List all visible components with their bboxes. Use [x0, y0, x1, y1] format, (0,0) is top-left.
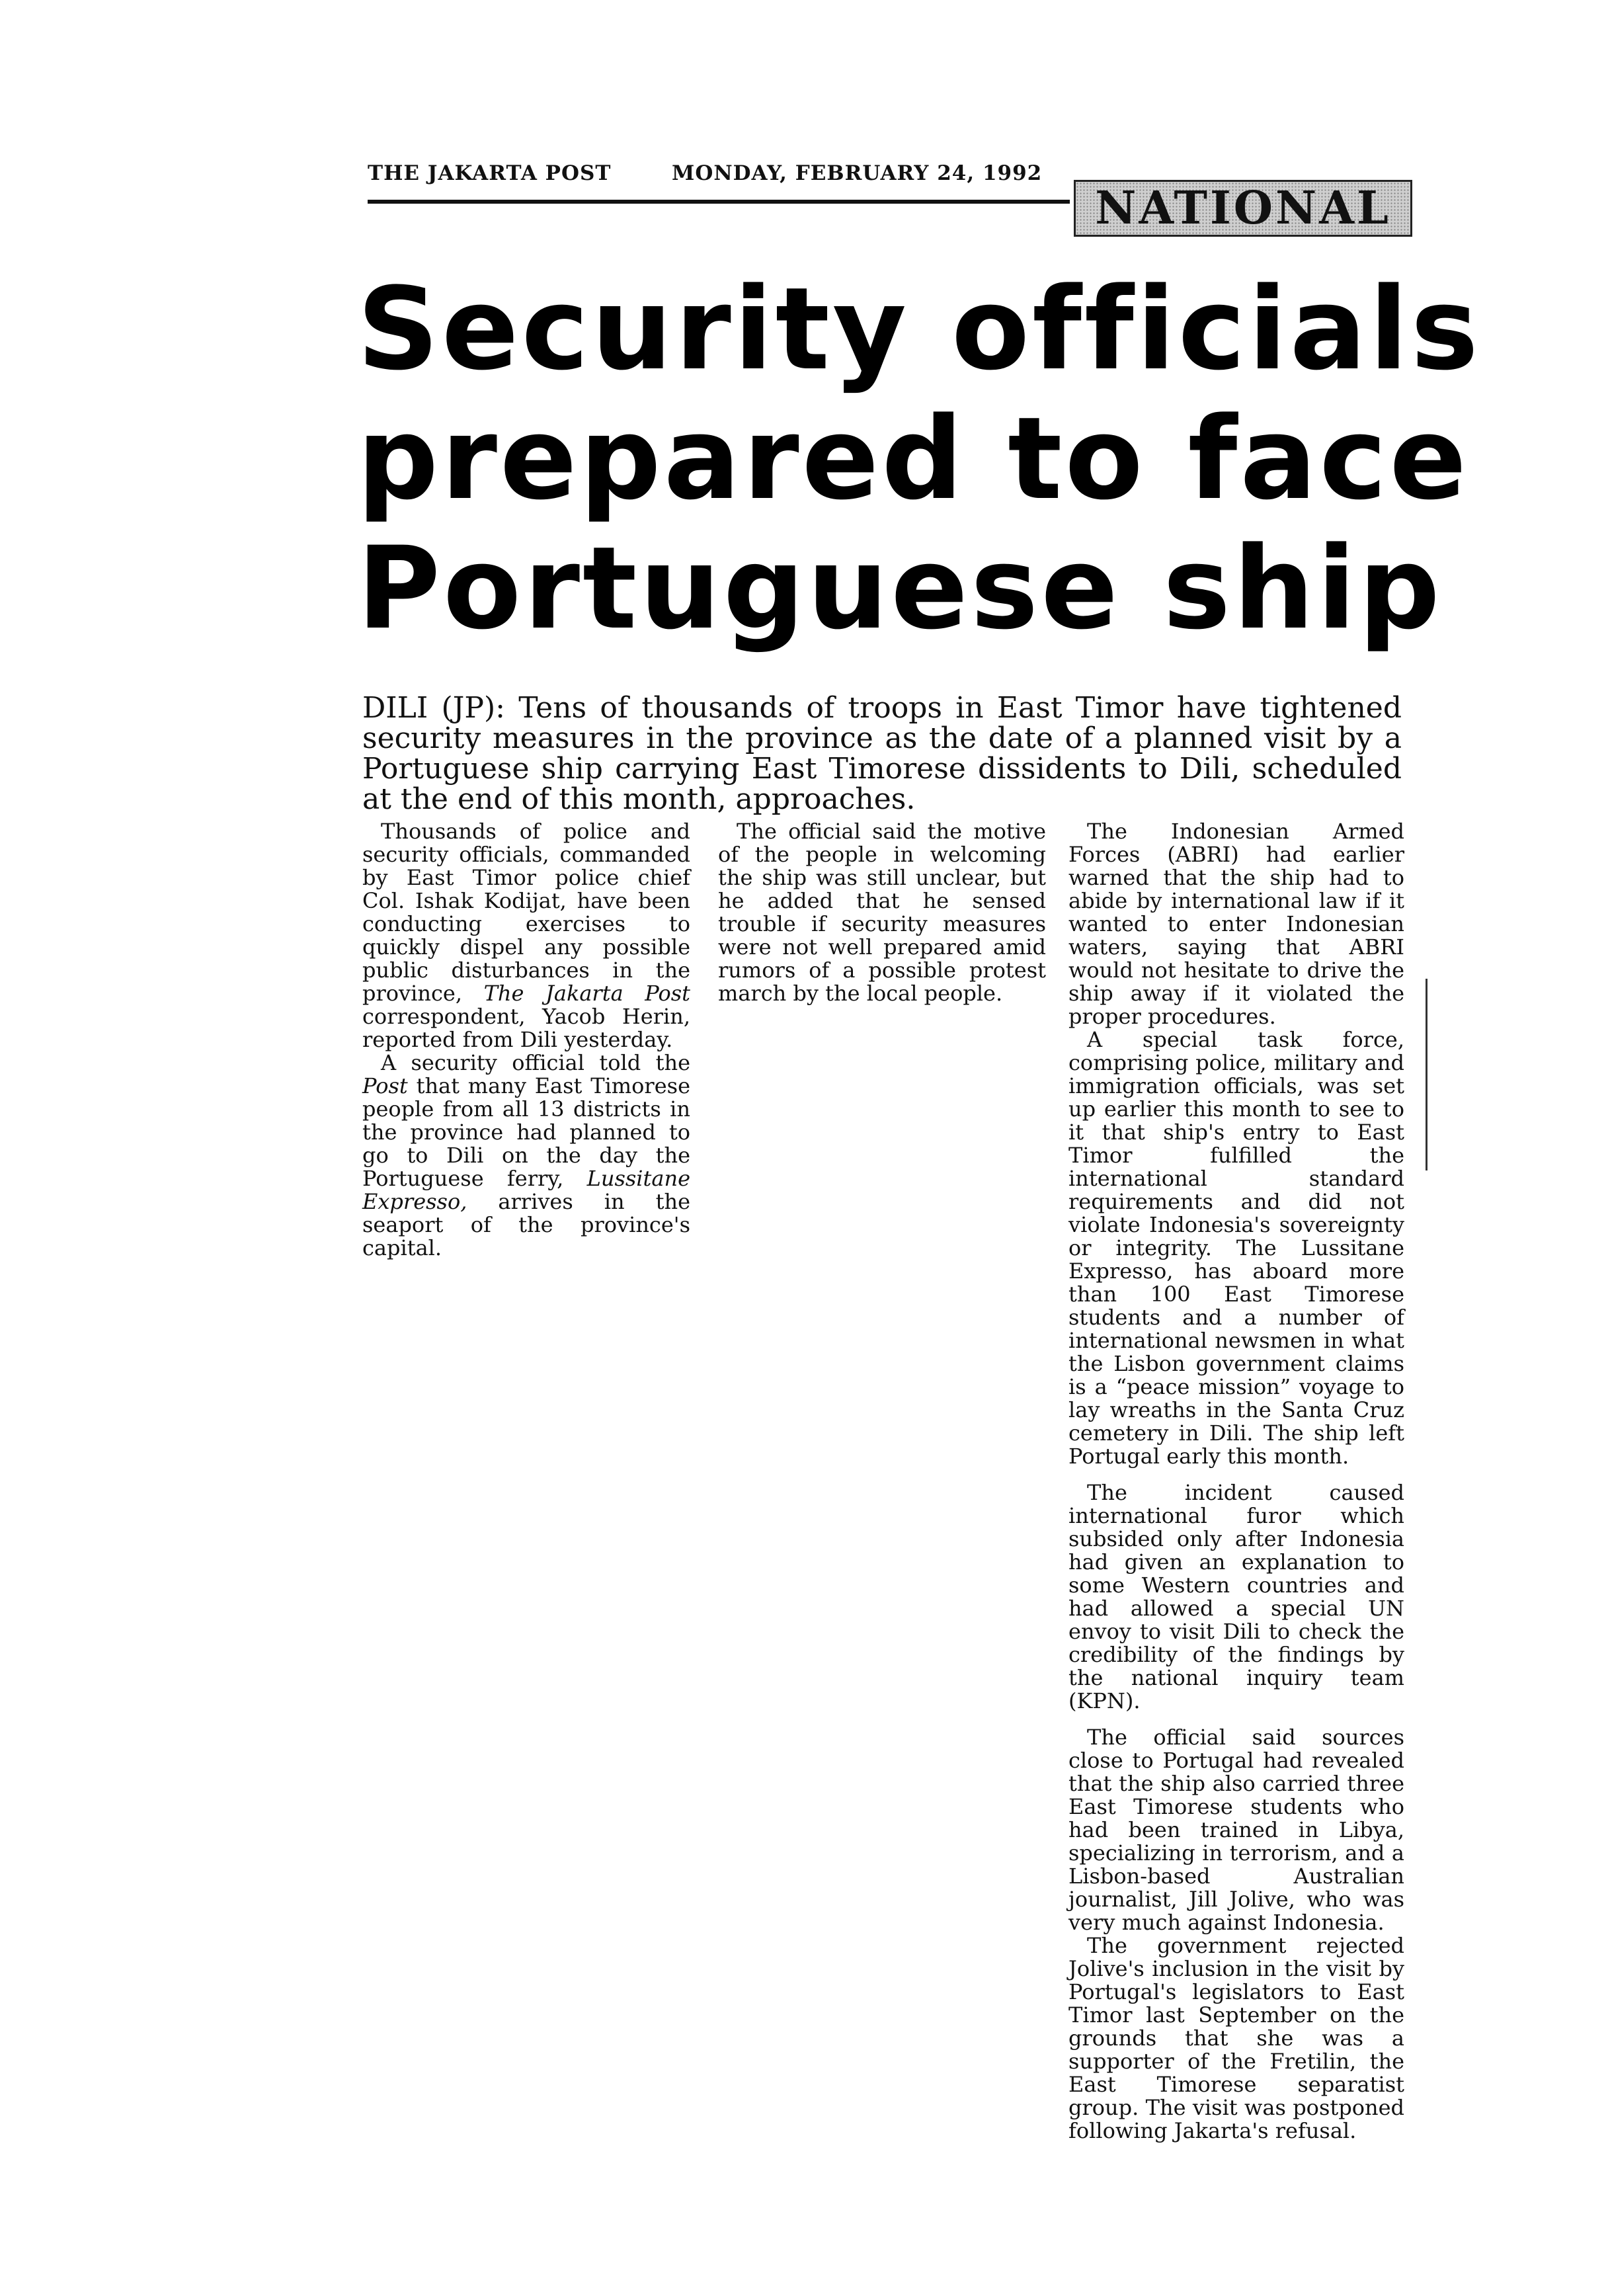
- article-column-1: [362, 820, 690, 1260]
- body-paragraph: Thousands of police and security officials, commanded by East Timor police chief Col. Ishak Kodijat, have been conducting exercises to quickly dispel any possible public disturbances in the province, The Jakarta Post correspondent, Yacob Herin, reported from Dili yesterday.: [362, 819, 691, 1052]
- masthead-rule: [368, 200, 1070, 204]
- body-paragraph: A security official told the Post that many East Timorese people from all 13 districts in the province had planned to go to Dili on the day the Portuguese ferry, Lussitane Expresso, arrives in the seaport of the province's capital.: [362, 1050, 690, 1260]
- headline-line: prepared to face: [357, 392, 1470, 525]
- article-column-3: [1068, 820, 1404, 2143]
- masthead: [368, 156, 1412, 235]
- headline-line: Portuguese ship: [357, 522, 1443, 655]
- body-paragraph: The official said sources close to Portugal had revealed that the ship also carried three East Timorese students who had been trained in Libya, specializing in terrorism, and a Lisbon-based Australian journalist, Jill Jolive, who was very much against Indonesia.: [1068, 1725, 1404, 1935]
- body-paragraph: The incident caused international furor which subsided only after Indonesia had given an explanation to some Western countries and had allowed a special UN envoy to visit Dili to check the credibility of the findings by the national inquiry team (KPN).: [1068, 1480, 1404, 1713]
- lead-paragraph: DILI (JP): Tens of thousands of troops in East Timor have tightened security measures in the province as the date of a planned visit by a Portuguese ship carrying East Timorese dissidents to Dili, scheduled at the end of this month, approaches.: [362, 691, 1402, 816]
- newspaper-reference: The Jakarta Post: [483, 981, 691, 1006]
- body-paragraph: A special task force, comprising police, military and immigration officials, was set up earlier this month to see to it that ship's entry to East Timor fulfilled the international standard requirements and did not violate Indonesia's sovereignty or integrity. The Lussitane Expresso, has aboard more than 100 East Timorese students and a number of international newsmen in what the Lisbon government claims is a “peace mission” voyage to lay wreaths in the Santa Cruz cemetery in Dili. The ship left Portugal early this month.: [1068, 1027, 1404, 1469]
- body-paragraph: The official said the motive of the people in welcoming the ship was still unclear, but he added that he sensed trouble if security measures were not well prepared amid rumors of a possible protest march by the local people.: [718, 819, 1046, 1006]
- section-banner: [1074, 180, 1412, 237]
- body-paragraph: The government rejected Jolive's inclusion in the visit by Portugal's legislators to East Timor last September on the grounds that she was a supporter of the Fretilin, the East Timorese separatist group. The visit was postponed following Jakarta's refusal.: [1068, 1933, 1404, 2143]
- section-label: NATIONAL: [1095, 182, 1391, 235]
- ship-name: Lussitane Expresso,: [362, 1166, 690, 1214]
- headline: [357, 263, 1482, 655]
- issue-date: MONDAY, FEBRUARY 24, 1992: [672, 161, 1043, 185]
- newspaper-reference: Post: [362, 1073, 408, 1098]
- newspaper-name: THE JAKARTA POST: [368, 161, 612, 185]
- article-column-2: [718, 820, 1046, 1005]
- headline-line: Security officials: [357, 263, 1482, 395]
- body-paragraph: The Indonesian Armed Forces (ABRI) had earlier warned that the ship had to abide by international law if it wanted to enter Indonesian waters, saying that ABRI would not hesitate to drive the ship away if it violated the proper procedures.: [1068, 819, 1404, 1029]
- margin-rule: [1426, 979, 1427, 1170]
